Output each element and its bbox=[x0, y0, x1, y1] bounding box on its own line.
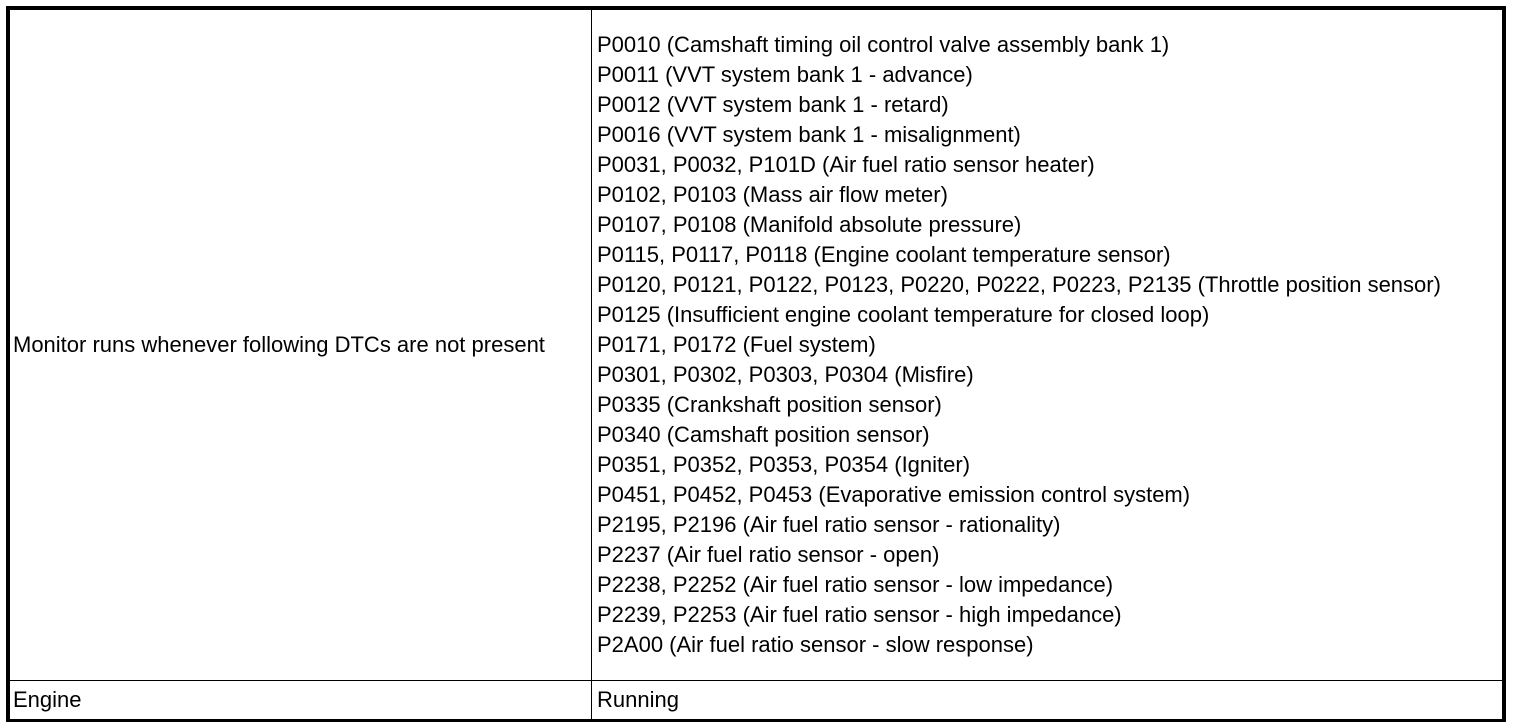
dtc-line: P0335 (Crankshaft position sensor) bbox=[597, 392, 942, 417]
conditions-table-frame bbox=[6, 6, 1506, 722]
table-row bbox=[10, 10, 1503, 681]
dtc-line: P0171, P0172 (Fuel system) bbox=[597, 332, 876, 357]
dtc-line: P0351, P0352, P0353, P0354 (Igniter) bbox=[597, 452, 971, 477]
dtc-line: P2A00 (Air fuel ratio sensor - slow response) bbox=[597, 632, 1034, 657]
dtc-line: P2239, P2253 (Air fuel ratio sensor - high impedance) bbox=[597, 602, 1122, 627]
conditions-table bbox=[9, 9, 1503, 720]
monitor-condition-label: Monitor runs whenever following DTCs are not present bbox=[10, 10, 592, 681]
dtc-line: P0107, P0108 (Manifold absolute pressure) bbox=[597, 212, 1022, 237]
dtc-line: P0120, P0121, P0122, P0123, P0220, P0222, P0223, P2135 (Throttle position sensor) bbox=[597, 272, 1441, 297]
table-row bbox=[10, 681, 1503, 720]
engine-state-value: Running bbox=[592, 681, 1503, 720]
dtc-line: P0451, P0452, P0453 (Evaporative emission control system) bbox=[597, 482, 1191, 507]
dtc-line: P0102, P0103 (Mass air flow meter) bbox=[597, 182, 948, 207]
dtc-line: P0115, P0117, P0118 (Engine coolant temperature sensor) bbox=[597, 242, 1171, 267]
dtc-line: P0012 (VVT system bank 1 - retard) bbox=[597, 92, 949, 117]
dtc-line: P0016 (VVT system bank 1 - misalignment) bbox=[597, 122, 1021, 147]
dtc-line: P0031, P0032, P101D (Air fuel ratio sensor heater) bbox=[597, 152, 1095, 177]
dtc-line: P0010 (Camshaft timing oil control valve assembly bank 1) bbox=[597, 32, 1170, 57]
dtc-line: P2195, P2196 (Air fuel ratio sensor - rationality) bbox=[597, 512, 1061, 537]
dtc-line: P2238, P2252 (Air fuel ratio sensor - low impedance) bbox=[597, 572, 1114, 597]
dtc-line: P0340 (Camshaft position sensor) bbox=[597, 422, 930, 447]
engine-label: Engine bbox=[10, 681, 592, 720]
dtc-line: P0011 (VVT system bank 1 - advance) bbox=[597, 62, 973, 87]
dtc-line: P0125 (Insufficient engine coolant temperature for closed loop) bbox=[597, 302, 1210, 327]
dtc-line: P0301, P0302, P0303, P0304 (Misfire) bbox=[597, 362, 974, 387]
dtc-line: P2237 (Air fuel ratio sensor - open) bbox=[597, 542, 940, 567]
dtc-list bbox=[592, 10, 1503, 681]
